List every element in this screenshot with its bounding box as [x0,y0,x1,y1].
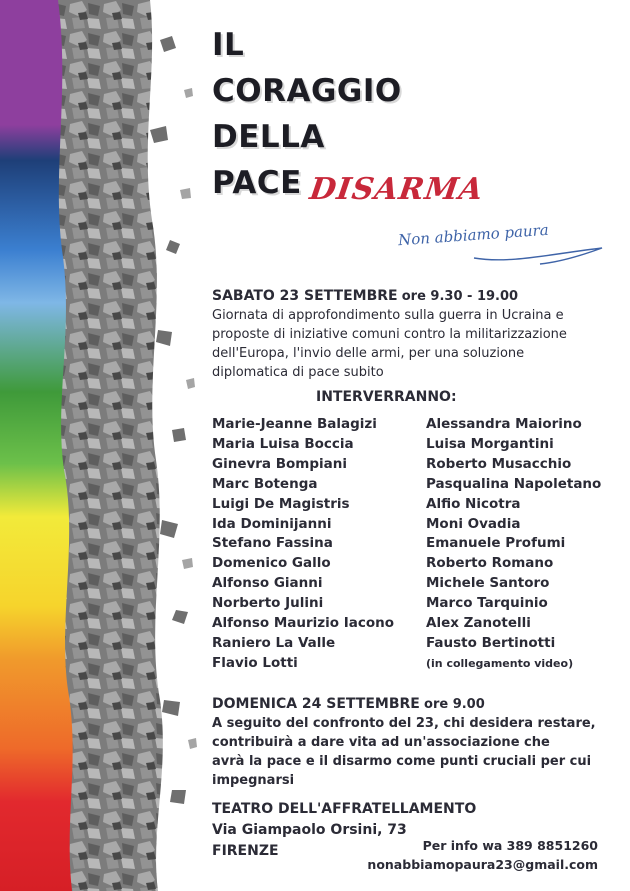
speaker-name: Alex Zanotelli [426,615,531,632]
rainbow-rubble-decoration [0,0,200,891]
speaker-name: Marco Tarquinio [426,595,548,612]
speaker-name: Alfonso Gianni [212,575,323,592]
sunday-date: DOMENICA 24 SETTEMBRE [212,696,420,712]
saturday-date: SABATO 23 SETTEMBRE [212,288,398,304]
title-line-3: DELLA [212,119,325,155]
contact-email[interactable]: nonabbiamopaura23@gmail.com [367,857,598,872]
sunday-line-3: avrà la pace e il disarmo come punti cruciali per cui [212,754,592,769]
sunday-line-4: impegnarsi [212,773,295,788]
speaker-name: Flavio Lotti [212,654,298,671]
speaker-name: Alessandra Maiorino [426,416,582,432]
speaker-name: Domenico Gallo [212,555,331,572]
saturday-line-2: proposte di iniziative comuni contro la militarizzazione [212,327,567,342]
contact-phone: Per info wa 389 8851260 [422,838,598,853]
saturday-time: ore 9.30 - 19.00 [401,289,519,304]
speaker-name: Moni Ovadia [426,515,521,532]
speaker-name: Marie-Jeanne Balagizi [212,416,377,432]
speakers-heading: INTERVERRANNO: [316,389,457,405]
sunday-description [212,714,596,790]
slogan-underline-flourish [470,240,610,270]
speaker-name: Ida Dominijanni [212,515,332,532]
venue-name: TEATRO DELL'AFFRATELLAMENTO [212,801,477,817]
speaker-name: Alfio Nicotra [426,495,521,512]
speaker-video-note: (in collegamento video) [426,656,574,670]
speaker-name: Pasqualina Napoletano [426,475,602,492]
disarma-tagline: DISARMA [307,172,486,207]
saturday-heading [212,287,518,306]
speaker-name: Norberto Julini [212,595,324,612]
speaker-name: Roberto Romano [426,555,554,572]
sunday-line-1: A seguito del confronto del 23, chi desidera restare, [212,716,596,731]
speaker-name: Emanuele Profumi [426,535,566,552]
saturday-description [212,306,567,382]
venue-city: FIRENZE [212,843,279,859]
saturday-line-1: Giornata di approfondimento sulla guerra in Ucraina e [212,308,564,323]
title-line-4: PACE [212,165,302,201]
sunday-line-2: contribuirà a dare vita ad un'associazione che [212,735,550,750]
venue-address: Via Giampaolo Orsini, 73 [212,822,407,838]
title-line-1: IL [212,27,245,63]
speaker-name: Michele Santoro [426,575,550,592]
speaker-name: Fausto Bertinotti [426,634,556,651]
speaker-name: Raniero La Valle [212,634,336,651]
sunday-heading [212,695,485,714]
saturday-line-4: diplomatica di pace subito [212,365,384,380]
speaker-name: Roberto Musacchio [426,455,572,472]
speaker-name: Luisa Morgantini [426,435,554,452]
speaker-name: Marc Botenga [212,475,318,492]
speakers-left-column [212,415,394,674]
speakers-right-column [426,415,601,674]
slogan-handwritten: Non abbiamo paura [397,220,550,250]
speaker-name: Maria Luisa Boccia [212,435,354,452]
title-line-2: CORAGGIO [212,73,402,109]
speaker-name: Luigi De Magistris [212,495,350,512]
speaker-name: Stefano Fassina [212,535,333,552]
speaker-name: Alfonso Maurizio Iacono [212,615,395,632]
sunday-time: ore 9.00 [424,697,485,712]
speaker-name: Ginevra Bompiani [212,455,348,472]
saturday-line-3: dell'Europa, l'invio delle armi, per una soluzione [212,346,525,361]
